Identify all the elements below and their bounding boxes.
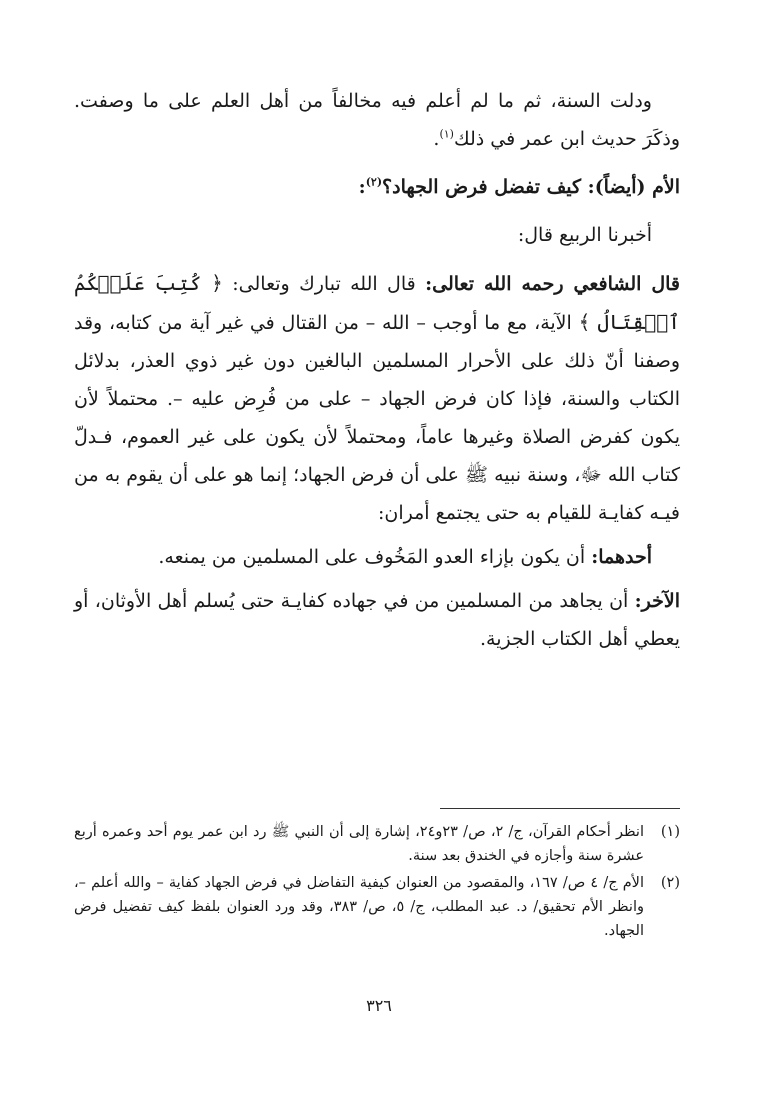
intro-paragraph: [74, 82, 680, 158]
footnote-divider: [440, 808, 680, 809]
second-condition: [74, 582, 680, 658]
section-heading: [74, 168, 680, 206]
shafii-lead: قال الشافعي رحمه الله تعالى:: [425, 273, 681, 295]
footnote-ref-1[interactable]: (١): [439, 127, 454, 141]
main-text: [74, 82, 680, 658]
footnote-2: [74, 871, 680, 943]
heading-end: :: [358, 176, 366, 198]
shafii-intro: قال الله تبارك وتعالى:: [232, 273, 416, 295]
narration-line: أخبرنا الربيع قال:: [517, 224, 652, 246]
heading-text: الأم (أيضاً): كيف تفضل فرض الجهاد؟: [382, 176, 680, 198]
first-condition: [74, 538, 680, 576]
footnotes: [74, 820, 680, 946]
second-condition-lead: الآخر:: [634, 590, 680, 612]
footnote-1: [74, 820, 680, 868]
intro-text: ودلت السنة، ثم ما لم أعلم فيه مخالفاً من أهل العلم على ما وصفت. وذكَرَ حديث ابن عمر في ذلك: [74, 90, 680, 150]
footnote-text: الأم ج/ ٤ ص/ ١٦٧، والمقصود من العنوان كيفية التفاضل في فرض الجهاد كفاية – والله أعلم –، وانظر الأم تحقيق/ د. عبد المطلب، ج/ ٥، ص/ ٣٨٣، وقد ورد العنوان بلفظ كيف تفضيل فرض الجهاد.: [74, 875, 644, 939]
footnote-number: (٢): [660, 875, 680, 891]
footnote-number: (١): [660, 824, 680, 840]
intro-end: .: [433, 128, 440, 150]
shafii-body: الآية، مع ما أوجب – الله – من القتال في غير آية من كتابه، وقد وصفنا أنّ ذلك على الأحرار المسلمين البالغين دون غير ذوي العذر، بدلائل الكتاب والسنة، فإذا كان فرض الجهاد – على من فُرِض عليه –. محتملاً لأن يكون كفرض الصلاة وغيرها عاماً، ومحتملاً لأن يكون على غير العموم، فـدلّ كتاب الله ﷻ، وسنة نبيه ﷺ على أن فرض الجهاد؛ إنما هو على أن يقوم به من فيـه كفايـة للقيام به حتى يجتمع أمران:: [74, 312, 680, 524]
footnote-ref-2[interactable]: (٢): [365, 175, 383, 189]
quran-verse: ﴿ كُتِبَ عَلَيۡكُمُ ٱلۡقِتَالُ ﴾: [74, 271, 680, 334]
page-number: ٣٢٦: [366, 996, 392, 1015]
first-condition-lead: أحدهما:: [591, 546, 652, 568]
footnote-text: انظر أحكام القرآن، ج/ ٢، ص/ ٢٣و٢٤، إشارة إلى أن النبي ﷺ رد ابن عمر يوم أحد وعمره أربع عشرة سنة وأجازه في الخندق بعد سنة.: [74, 824, 644, 864]
second-condition-text: أن يجاهد من المسلمين من في جهاده كفايـة حتى يُسلم أهل الأوثان، أو يعطي أهل الكتاب الجزية.: [74, 590, 680, 650]
first-condition-text: أن يكون بإزاء العدو المَخُوف على المسلمين من يمنعه.: [158, 546, 586, 568]
shafii-paragraph: [74, 264, 680, 532]
